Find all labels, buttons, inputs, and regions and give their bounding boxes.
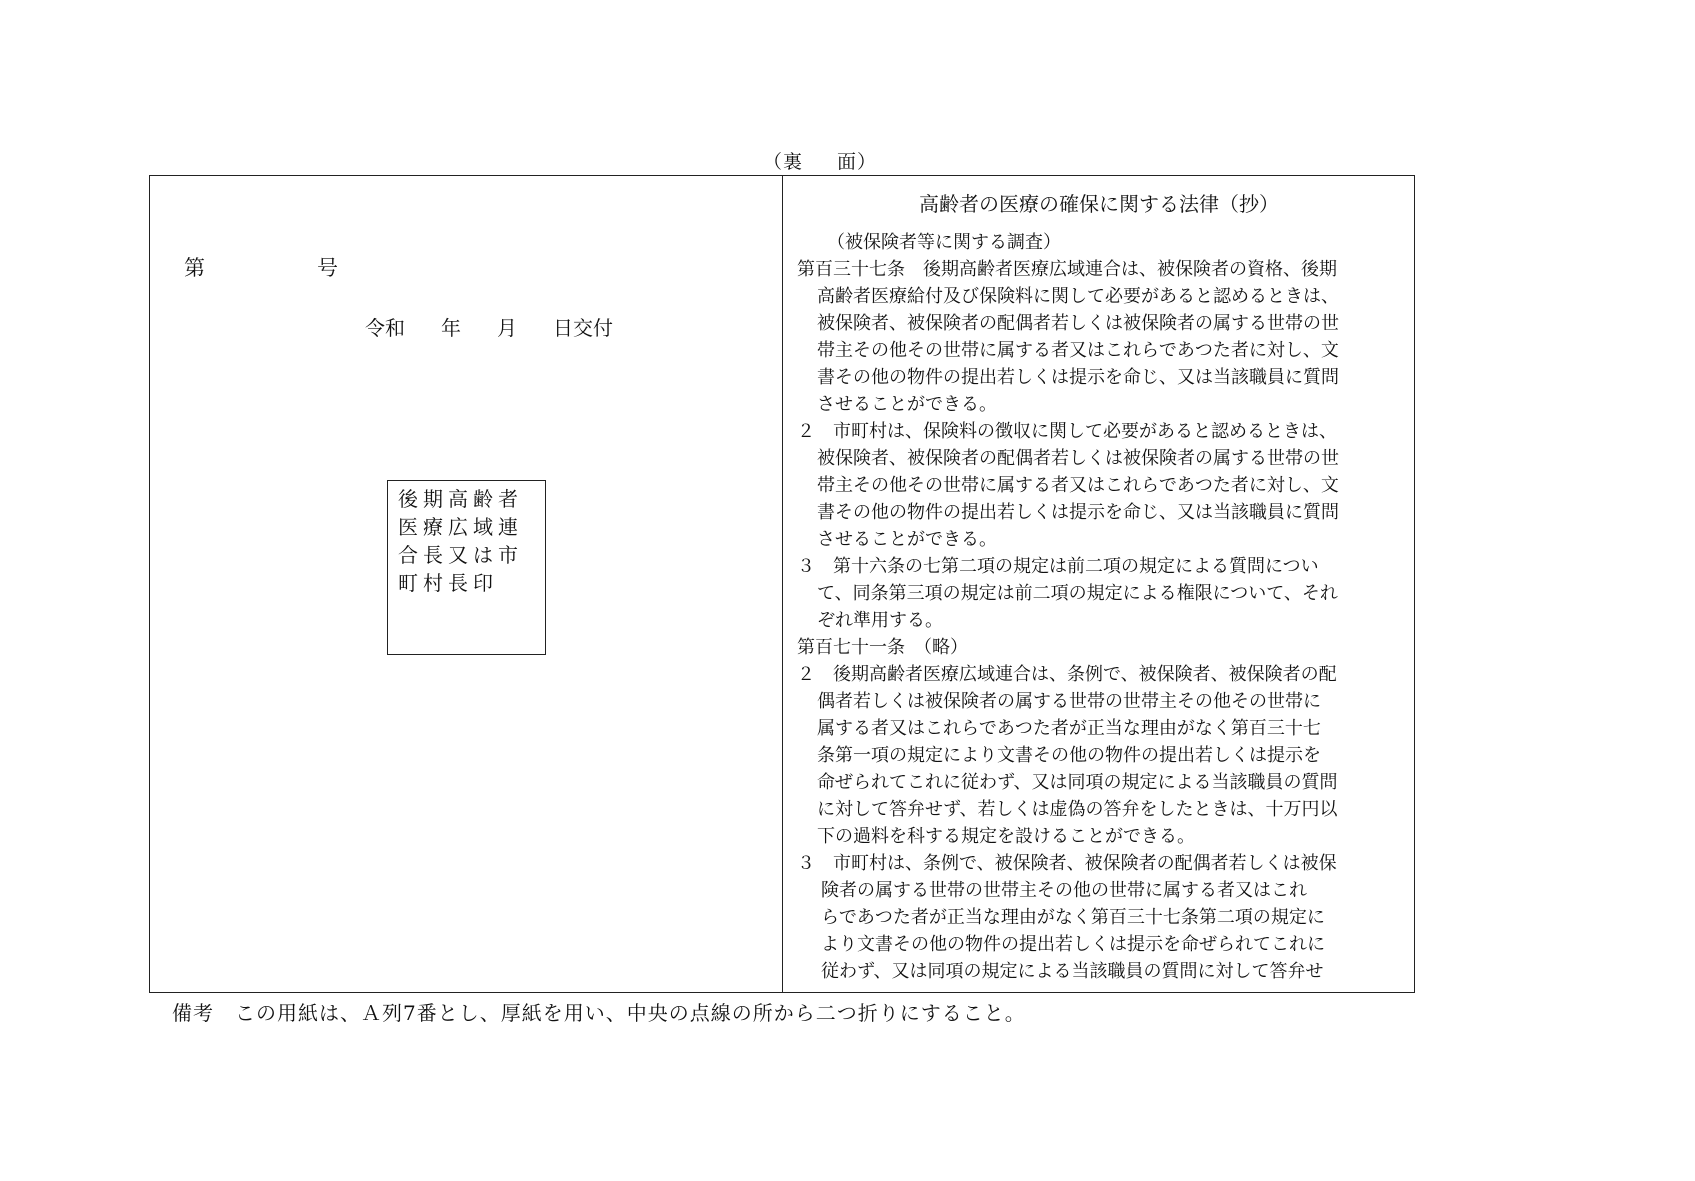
law-line: ３ 第十六条の七第二項の規定は前二項の規定による質問につい (797, 556, 1319, 577)
law-line: させることができる。 (817, 529, 997, 550)
official-seal-box (387, 480, 546, 655)
certificate-form (149, 175, 1415, 993)
law-line: ２ 市町村は、保険料の徴収に関して必要があると認めるときは、 (797, 421, 1337, 442)
law-line: 帯主その他その世帯に属する者又はこれらであつた者に対し、文 (817, 340, 1339, 361)
law-line: 命ぜられてこれに従わず、又は同項の規定による当該職員の質問 (817, 772, 1338, 793)
law-line: らであつた者が正当な理由がなく第百三十七条第二項の規定に (821, 907, 1325, 928)
law-line: 高齢者医療給付及び保険料に関して必要があると認めるときは、 (817, 286, 1339, 307)
right-panel (785, 176, 1413, 992)
number-suffix: 号 (317, 256, 338, 280)
law-line: させることができる。 (817, 394, 997, 415)
seal-line: 町村長印 (398, 571, 498, 595)
law-line: （被保険者等に関する調査） (827, 232, 1061, 253)
law-line: より文書その他の物件の提出若しくは提示を命ぜられてこれに (821, 934, 1325, 955)
law-line: 第百三十七条 後期高齢者医療広域連合は、被保険者の資格、後期 (797, 259, 1337, 280)
issue-date (365, 312, 613, 341)
certificate-number (184, 252, 338, 282)
remark-note: 備考 この用紙は、Ａ列7番とし、厚紙を用い、中央の点線の所から二つ折りにすること。 (172, 1001, 1026, 1025)
law-line: に対して答弁せず、若しくは虚偽の答弁をしたときは、十万円以 (817, 799, 1338, 820)
law-line: ぞれ準用する。 (817, 610, 943, 631)
law-line: 険者の属する世帯の世帯主その他の世帯に属する者又はこれ (821, 880, 1307, 901)
law-line: 従わず、又は同項の規定による当該職員の質問に対して答弁せ (821, 961, 1324, 982)
law-line: 書その他の物件の提出若しくは提示を命じ、又は当該職員に質問 (817, 502, 1339, 523)
law-text (797, 229, 1403, 985)
law-line: 書その他の物件の提出若しくは提示を命じ、又は当該職員に質問 (817, 367, 1339, 388)
date-year: 年 (441, 316, 461, 340)
law-line: 偶者若しくは被保険者の属する世帯の世帯主その他その世帯に (817, 691, 1321, 712)
law-line: ３ 市町村は、条例で、被保険者、被保険者の配偶者若しくは被保 (797, 853, 1337, 874)
law-line: 条第一項の規定により文書その他の物件の提出若しくは提示を (817, 745, 1321, 766)
law-line: て、同条第三項の規定は前二項の規定による権限について、それ (817, 583, 1338, 604)
page-title (700, 147, 940, 174)
law-line: 被保険者、被保険者の配偶者若しくは被保険者の属する世帯の世 (817, 313, 1339, 334)
seal-line: 合長又は市 (398, 543, 523, 567)
law-title: 高齢者の医療の確保に関する法律（抄） (919, 192, 1279, 216)
law-line: 下の過料を科する規定を設けることができる。 (817, 826, 1195, 847)
title-left: （裏 (762, 151, 803, 173)
law-line: 属する者又はこれらであつた者が正当な理由がなく第百三十七 (817, 718, 1321, 739)
left-panel (150, 176, 782, 992)
seal-line: 医療広域連 (398, 515, 523, 539)
title-right: 面） (837, 151, 878, 173)
law-line: 帯主その他その世帯に属する者又はこれらであつた者に対し、文 (817, 475, 1339, 496)
law-line: 被保険者、被保険者の配偶者若しくは被保険者の属する世帯の世 (817, 448, 1339, 469)
date-month: 月 (497, 316, 517, 340)
law-line: ２ 後期高齢者医療広域連合は、条例で、被保険者、被保険者の配 (797, 664, 1337, 685)
number-prefix: 第 (184, 256, 205, 280)
date-day: 日交付 (553, 316, 613, 340)
center-divider (782, 176, 783, 992)
law-line: 第百七十一条 （略） (797, 637, 968, 658)
date-era: 令和 (365, 316, 405, 340)
seal-line: 後期高齢者 (398, 487, 523, 511)
